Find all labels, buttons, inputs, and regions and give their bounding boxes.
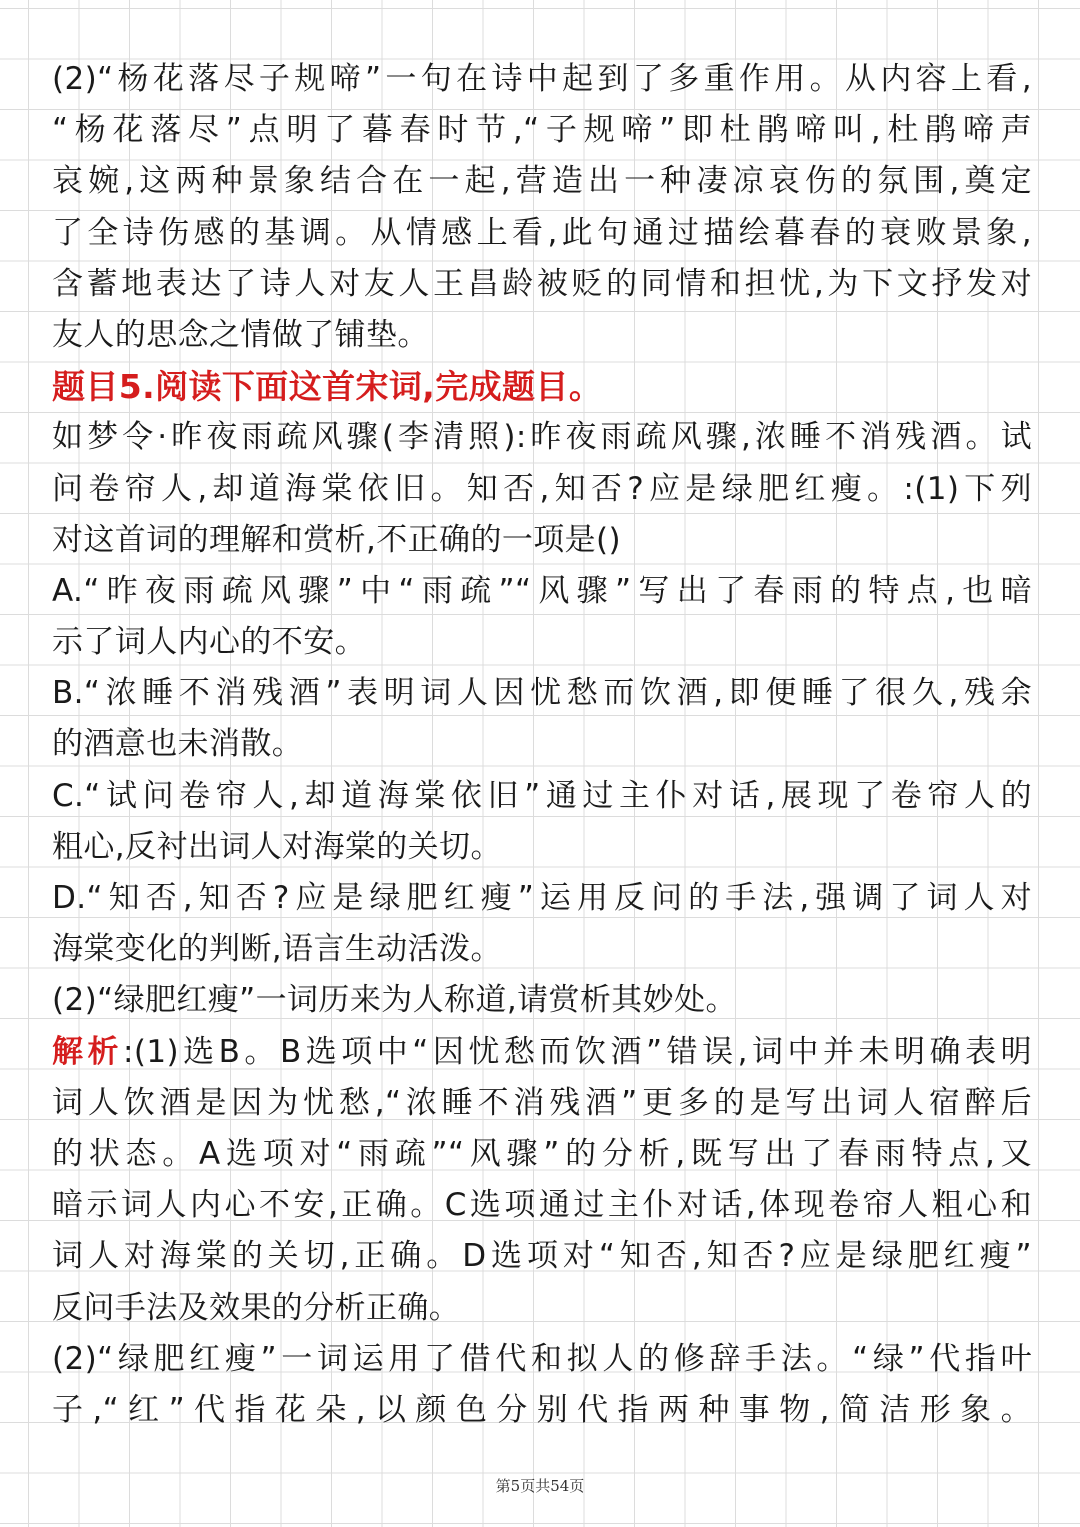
text-line: 了全诗伤感的基调。从情感上看,此句通过描绘暮春的衰败景象,	[52, 214, 1032, 251]
analysis-section	[52, 1027, 1032, 1334]
text-line: 的酒意也未消散。	[52, 726, 304, 763]
text-line: B.“浓睡不消残酒”表明词人因忧愁而饮酒,即便睡了很久,残余	[52, 675, 1032, 712]
text-line: 哀婉,这两种景象结合在一起,营造出一种凄凉哀伤的氛围,奠定	[52, 163, 1032, 200]
text-line: D.“知否,知否?应是绿肥红瘦”运用反问的手法,强调了词人对	[52, 880, 1032, 916]
question-text	[52, 412, 1032, 566]
answer-paragraph-2	[52, 54, 1032, 361]
text-line: 词人对海棠的关切,正确。D选项对“知否,知否?应是绿肥红瘦”	[52, 1238, 1032, 1275]
answer-2	[52, 1334, 1032, 1436]
text-line: 含蓄地表达了诗人对友人王昌龄被贬的同情和担忧,为下文抒发对	[52, 265, 1032, 302]
analysis-label: 解析	[52, 1033, 124, 1070]
text-line: C.“试问卷帘人,却道海棠依旧”通过主仆对话,展现了卷帘人的	[52, 777, 1032, 814]
text-line: 海棠变化的判断,语言生动活泼。	[52, 931, 502, 968]
text-line: 如梦令·昨夜雨疏风骤(李清照):昨夜雨疏风骤,浓睡不消残酒。试	[52, 419, 1032, 456]
analysis-first-text: :(1)选B。B选项中“因忧愁而饮酒”错误,词中并未明确表明	[123, 1033, 1032, 1070]
analysis-first-line	[52, 1027, 1032, 1078]
text-line: 的状态。A选项对“雨疏”“风骤”的分析,既写出了春雨特点,又	[52, 1135, 1032, 1172]
option-b	[52, 668, 1032, 770]
question-2: (2)“绿肥红瘦”一词历来为人称道,请赏析其妙处。	[52, 982, 737, 1019]
text-line: (2)“杨花落尽子规啼”一句在诗中起到了多重作用。从内容上看,	[52, 61, 1032, 97]
question-heading: 题目5.阅读下面这首宋词,完成题目。	[52, 367, 603, 407]
text-line: 词人饮酒是因为忧愁,“浓睡不消残酒”更多的是写出词人宿醉后	[52, 1084, 1032, 1121]
text-line: A.“昨夜雨疏风骤”中“雨疏”“风骤”写出了春雨的特点,也暗	[52, 572, 1032, 609]
text-line: (2)“绿肥红瘦”一词运用了借代和拟人的修辞手法。“绿”代指叶	[52, 1340, 1032, 1377]
text-line: 问卷帘人,却道海棠依旧。知否,知否?应是绿肥红瘦。:(1)下列	[52, 470, 1032, 507]
text-line: 友人的思念之情做了铺垫。	[52, 316, 429, 353]
text-line: “杨花落尽”点明了暮春时节,“子规啼”即杜鹃啼叫,杜鹃啼声	[52, 112, 1032, 149]
document-body	[52, 54, 1032, 1436]
page-number: 第5页共54页	[495, 1477, 585, 1495]
text-line: 示了词人内心的不安。	[52, 624, 366, 661]
option-d	[52, 873, 1032, 975]
text-line: 暗示词人内心不安,正确。C选项通过主仆对话,体现卷帘人粗心和	[52, 1187, 1032, 1224]
option-a	[52, 566, 1032, 668]
text-line: 子,“红”代指花朵,以颜色分别代指两种事物,简洁形象。	[52, 1391, 1032, 1428]
text-line: 粗心,反衬出词人对海棠的关切。	[52, 828, 502, 865]
text-line: 反问手法及效果的分析正确。	[52, 1289, 461, 1326]
option-c	[52, 771, 1032, 873]
text-line: 对这首词的理解和赏析,不正确的一项是()	[52, 521, 622, 558]
